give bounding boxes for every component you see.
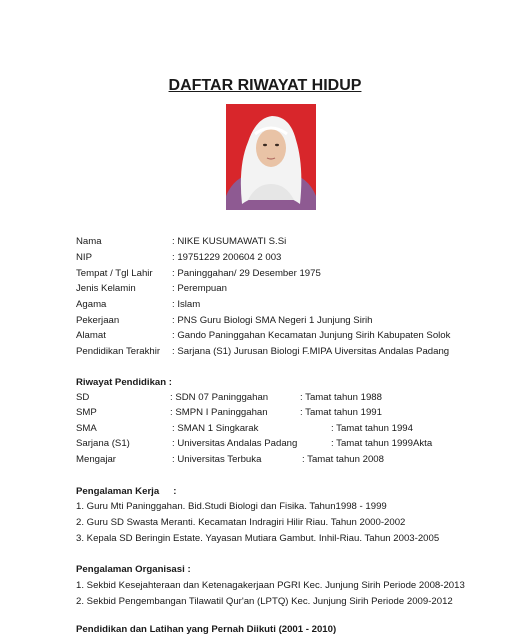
education-school: : Universitas Andalas Padang [172, 438, 298, 449]
label-alamat: Alamat [76, 330, 106, 341]
label-nip: NIP [76, 252, 92, 263]
work-heading-text: Pengalaman Kerja [76, 486, 160, 497]
label-pendidikan-terakhir: Pendidikan Terakhir [76, 346, 161, 357]
education-level: Mengajar [76, 454, 116, 465]
education-year: : Tamat tahun 1988 [300, 392, 382, 403]
organization-item: 2. Sekbid Pengembangan Tilawatil Qur'an (LPTQ) Kec. Junjung Sirih Periode 2009-2012 [76, 596, 453, 607]
organization-item: 1. Sekbid Kesejahteraan dan Ketenagakerjaan PGRI Kec. Junjung Sirih Periode 2008-2013 [76, 580, 465, 591]
value-tempat-tgl-lahir: : Paninggahan/ 29 Desember 1975 [172, 268, 321, 279]
work-item: 1. Guru Mti Paninggahan. Bid.Studi Biologi dan Fisika. Tahun1998 - 1999 [76, 501, 387, 512]
education-school: : Universitas Terbuka [172, 454, 262, 465]
label-tempat-tgl-lahir: Tempat / Tgl Lahir [76, 268, 153, 279]
education-level: Sarjana (S1) [76, 438, 130, 449]
organization-heading: Pengalaman Organisasi : [76, 564, 191, 575]
education-year: : Tamat tahun 2008 [302, 454, 384, 465]
education-level: SMA [76, 423, 97, 434]
label-agama: Agama [76, 299, 107, 310]
profile-photo [226, 104, 316, 210]
education-heading: Riwayat Pendidikan : [76, 377, 172, 388]
education-year: : Tamat tahun 1999Akta [331, 438, 433, 449]
label-pekerjaan: Pekerjaan [76, 315, 120, 326]
education-school: : SDN 07 Paninggahan [170, 392, 269, 403]
value-pendidikan-terakhir: : Sarjana (S1) Jurusan Biologi F.MIPA Uiversitas Andalas Padang [172, 346, 450, 357]
education-level: SD [76, 392, 90, 403]
work-heading [76, 486, 176, 498]
education-school: : SMPN I Paninggahan [170, 407, 268, 418]
training-heading: Pendidikan dan Latihan yang Pernah Diikuti (2001 - 2010) [76, 624, 337, 635]
education-level: SMP [76, 407, 97, 418]
work-heading-colon: : [173, 486, 177, 497]
value-alamat: : Gando Paninggahan Kecamatan Junjung Sirih Kabupaten Solok [172, 330, 451, 341]
work-item: 3. Kepala SD Beringin Estate. Yayasan Mutiara Gambut. Inhil-Riau. Tahun 2003-2005 [76, 533, 440, 544]
education-school: : SMAN 1 Singkarak [172, 423, 259, 434]
work-item: 2. Guru SD Swasta Meranti. Kecamatan Indragiri Hilir Riau. Tahun 2000-2002 [76, 517, 406, 528]
document-title: DAFTAR RIWAYAT HIDUP [168, 77, 362, 94]
value-jenis-kelamin: : Perempuan [172, 283, 227, 294]
label-jenis-kelamin: Jenis Kelamin [76, 283, 136, 294]
education-year: : Tamat tahun 1994 [331, 423, 413, 434]
value-nama: : NIKE KUSUMAWATI S.Si [172, 236, 287, 247]
education-year: : Tamat tahun 1991 [300, 407, 382, 418]
value-nip: : 19751229 200604 2 003 [172, 252, 282, 263]
value-pekerjaan: : PNS Guru Biologi SMA Negeri 1 Junjung Sirih [172, 315, 373, 326]
label-nama: Nama [76, 236, 102, 247]
value-agama: : Islam [172, 299, 201, 310]
